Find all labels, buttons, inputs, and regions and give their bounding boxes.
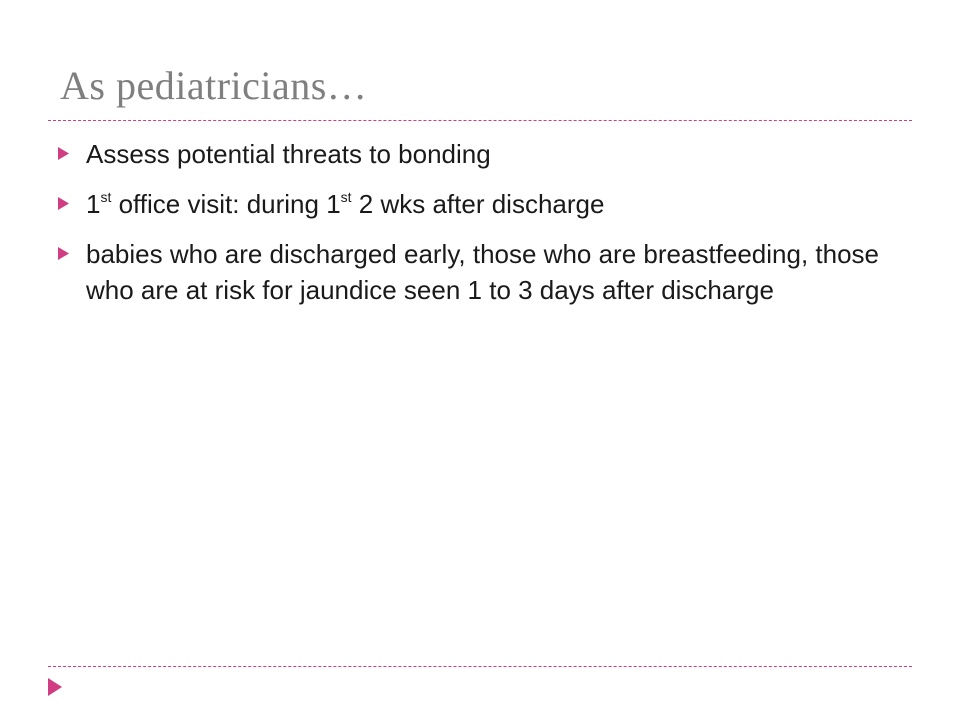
bullet-item [58, 236, 908, 308]
bullet-text-segment: Assess potential threats to bonding [86, 139, 491, 169]
triangle-right-icon [48, 678, 62, 701]
triangle-right-icon [58, 136, 86, 165]
bullet-text [86, 136, 491, 172]
superscript-ordinal: st [340, 189, 352, 205]
bullet-item [58, 136, 908, 172]
bullet-text-segment: 2 wks after discharge [351, 189, 605, 219]
bullet-item [58, 186, 908, 222]
bullet-list [58, 136, 908, 322]
slide-title: As pediatricians… [60, 63, 368, 108]
triangle-right-icon [58, 236, 86, 265]
triangle-right-icon [58, 186, 86, 215]
bullet-text-segment: babies who are discharged early, those who are breastfeeding, those who are at risk for jaundice seen 1 to 3 days after discharge [86, 239, 880, 305]
bullet-text-segment: office visit: during 1 [111, 189, 341, 219]
bullet-text [86, 236, 908, 308]
bottom-divider [48, 666, 912, 667]
top-divider [48, 120, 912, 121]
bullet-text [86, 186, 604, 222]
superscript-ordinal: st [100, 189, 112, 205]
bullet-text-segment: 1 [86, 189, 101, 219]
